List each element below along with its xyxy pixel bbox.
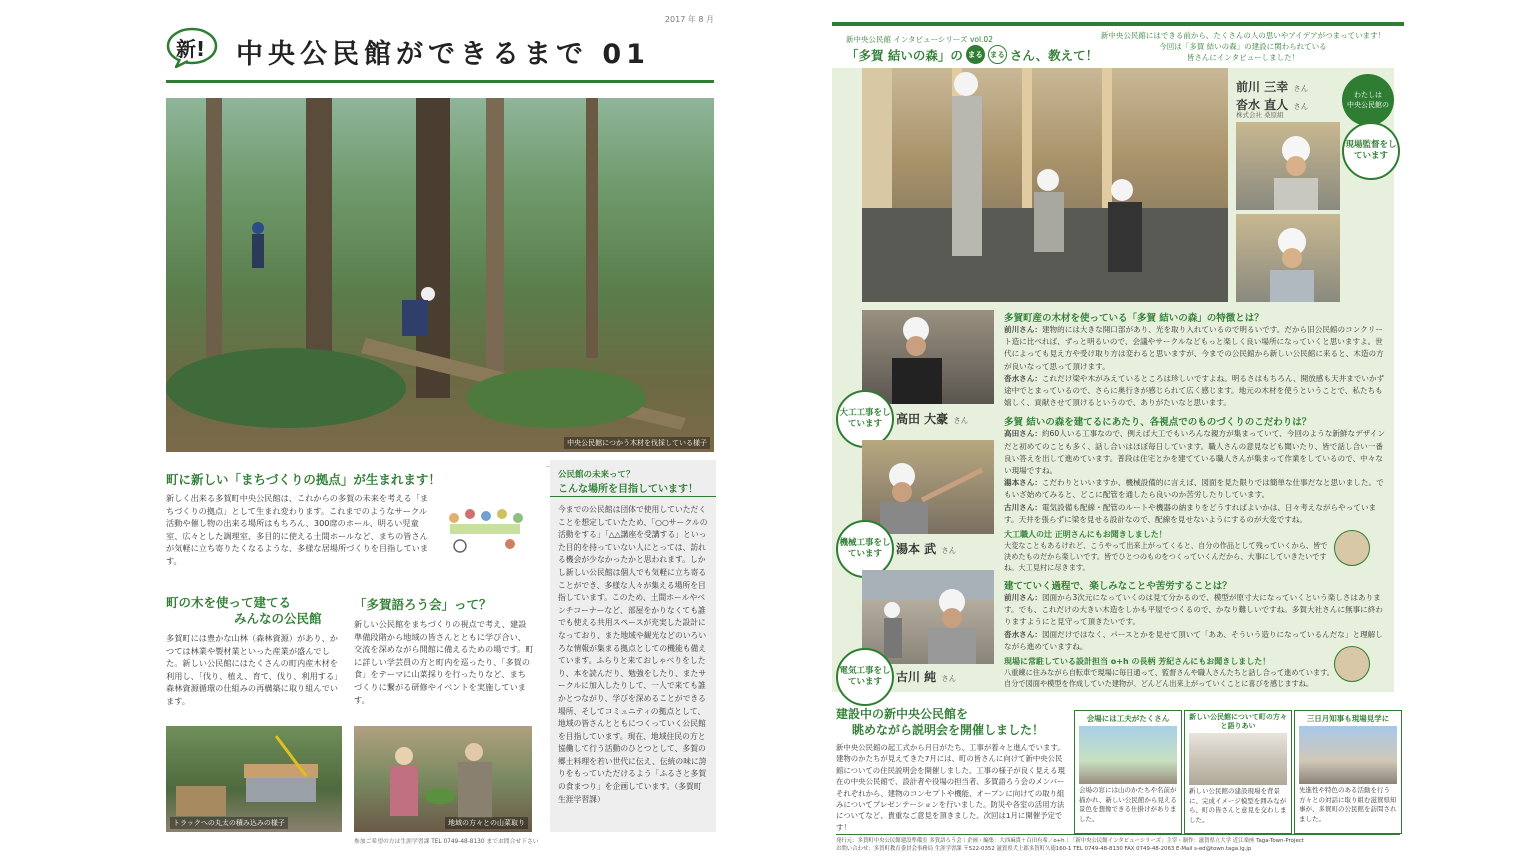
q2-a1: 約60人いる工事なので、例えば大工でもいろんな親方が集まっていて、今回のような新鮮なデザインだと初めてのことも多く、話し合いはほぼ毎日しています。職人さんの意見なども聞いたり、皆で話し合い一番良い答えを出して進めています。普段は住宅とかを建てている職人さんが集まって作業をしているので、中々ない現場ですね。	[1004, 429, 1385, 476]
intro-line1: 新中央公民館にはできる前から、たくさんの人の思いやアイデアがつまっています！	[1100, 31, 1386, 40]
sec2-body: 多賀町には豊かな山林（森林資源）があり、かつては林業や製材業といった産業が盛んでした。新しい公民館にはたくさんの町内産木材を利用し、「伐り、植え、育て、伐り、利用する」森林資源循環の仕組みの再構築に取り組んでいます。	[166, 633, 339, 706]
kutsumizu-photo	[1236, 214, 1340, 302]
q1-a2: これだけ梁や木がみえているところは珍しいですよね。明るさはもちろん、開放感も天井までいかず途中でとまっているので、さらに奥行きが感じられて広く感じます。地元の木材を使うということで、私たちも嬉しく、貢献させて頂けるというので、ありがたいなと思います。	[1004, 373, 1385, 408]
issue-date: 2017 年 8 月	[664, 15, 714, 24]
person5-san: さん	[941, 674, 957, 683]
sec4-title-line2: こんな場所を目指しています！	[558, 484, 698, 495]
main-photo-caption: 中央公民館につかう木材を伐採している様子	[564, 437, 710, 449]
intro-line3: 皆さんにインタビューしました！	[1186, 53, 1300, 62]
footer-line1: 発行元：多賀町中央公民館建設準備室 多賀語ろう会｜企画・編集：大西麻貴＋百田有希／o+h｜「新中央公民館インタビューシリーズ」主宰・制作：滋賀県立大学 近江楽座 Taga-Town-Project	[836, 838, 1304, 844]
q2-a3: 電気設備も配線・配管のルートや機器の納まりをどうすればよいかは、日々考えながらやっています。天井を張らずに梁を見せる設計なので、配線を見せないようにするのが大変ですね。	[1004, 502, 1377, 524]
person1-name-text: 前川 三幸	[1236, 80, 1289, 94]
q2-title: 多賀 結いの森を建てるにあたり、各視点でのものづくりのこだわりは？	[1004, 417, 1312, 429]
truck-photo-caption: トラックへの丸太の積み込みの様子	[170, 817, 288, 829]
person4-name-text: 湯本 武	[896, 542, 937, 556]
q2-a1-who: 高田さん：	[1004, 429, 1042, 439]
person5-name	[896, 666, 956, 685]
footer-line2: お問い合わせ：多賀町教育委員会事務局 生涯学習課 〒522-0352 滋賀県犬上郡多賀町久徳160-1 TEL 0749-48-8130 FAX 0749-48-2063 E-Mail s-ed@town.taga.lg.jp	[836, 846, 1252, 852]
sec3-title: 「多賀語ろう会」って？	[354, 597, 492, 612]
maekawa-photo	[1236, 122, 1340, 210]
construction-photo	[862, 68, 1228, 302]
sec3-footnote: 参加ご希望の方は生涯学習課 TEL 0749-48-8130 までお問合せ下さい	[354, 839, 539, 845]
sansai-photo-caption: 地域の方々との山菜取り	[445, 817, 528, 829]
sec2-title-line1: 町の木を使って建てる	[166, 595, 292, 610]
q4-body: 新中央公民館の起工式から月日がたち、工事が着々と進んでいます。建物のかたちが見えてきた7月には、町の皆さんに向けて新中央公民館についての住民説明会を開催しました。工事の様子が良く見える現在の中央公民館で、設計者や役場の担当者、多賀語ろう会のメンバーそれぞれから、建物のコンセプトや機能、オープンに向けての取り組みについてプレゼンテーションを行いました。防災や各室の活用方法についてなど、貴重なご意見を頂きました。次回は1月に開催予定です！	[836, 743, 1065, 832]
page-title: 中央公民館ができるまで 01	[236, 39, 650, 70]
left-page	[160, 0, 720, 860]
company-name: 株式会社 桑原組	[1236, 111, 1284, 119]
furukawa-photo	[862, 570, 994, 664]
badge-denki: 電気工事をしています	[836, 648, 894, 706]
person3-san: さん	[953, 416, 969, 425]
person2-name-text: 沓水 直人	[1236, 98, 1289, 112]
badge-watashiha-line1: わたしは	[1354, 91, 1382, 99]
q4-title-line1: 建設中の新中央公民館を	[836, 707, 969, 721]
q1-answers	[1004, 324, 1388, 409]
person1-name	[1236, 76, 1308, 95]
sec4-rule	[550, 496, 716, 497]
interview-title	[846, 45, 1098, 64]
truck-log-photo	[166, 726, 342, 832]
box1-body: 会場の窓には山のかたちや名前が描かれ、新しい公民館から見える景色を想像できる仕掛けがありました。	[1079, 786, 1177, 823]
badge-watashiha-line2: 中央公民館の	[1347, 101, 1389, 109]
box3-photo	[1299, 726, 1397, 784]
sec1-title: 町に新しい「まちづくりの拠点」が生まれます！	[166, 472, 441, 487]
q3-answers	[1004, 592, 1388, 653]
new-logo	[166, 26, 222, 68]
people-illustration	[440, 504, 530, 554]
q3b-title: 現場に常駐している設計担当 o+h の長柄 芳紀さんにもお聞きしました！	[1004, 657, 1271, 667]
event-box-3	[1294, 710, 1402, 834]
maru-circle-1: まる	[966, 45, 985, 64]
qa-column	[1004, 310, 1388, 689]
takada-photo	[862, 310, 994, 404]
nagae-avatar	[1334, 646, 1370, 682]
box2-title: 新しい公民館について町の方々と語りあい	[1189, 713, 1287, 730]
series-label: 新中央公民館 インタビューシリーズ vol.02	[846, 35, 993, 44]
q2-a2: こだわりといいますか、機械設備的に言えば、図面を見た限りでは簡単な仕事だなと思いました。でもいざ始めてみると、どこに配管を通したら良いのか苦労したりしています。	[1004, 478, 1384, 500]
q2-a3-who: 古川さん：	[1004, 502, 1042, 512]
box3-title: 三日月知事も現場見学に	[1306, 714, 1390, 723]
sec2-title-line2: みんなの公民館	[234, 611, 322, 626]
q2b-title: 大工職人の辻 正明さんにもお聞きしました！	[1004, 530, 1167, 540]
q1-a1-who: 前川さん：	[1004, 325, 1042, 334]
footer-rule	[836, 834, 1400, 835]
intro-text	[1086, 30, 1400, 63]
q3-a1: 図面から3次元になっていくのは見て分かるので、模型が原寸大になっていくという楽しさはあります。でも、これだけの大きい木造をしかも平屋でつくるので、かなり難しいですね。多賀大社さんに無事に終わりますようにと見守って頂きたいです。	[1004, 593, 1383, 627]
sec1-body: 新しく出来る多賀町中央公民館は、これからの多賀の未来を考える「まちづくりの拠点」として生まれ変わります。これまでのようなサークル活動や催し物の出来る場所はもちろん、300席のホール、明るい児童室、広々とした調理室、多目的に使える土間ホールなど、まちの皆さんが気軽に立ち寄りたくなるような、多様な居場所づくりを目指しています。	[166, 493, 429, 566]
q3b-body: 八重練に住みながら自転車で現場に毎日通って、監督さんや職人さんたちと話し合って進めています。自分で図面や模型を作成していた建物が、どんどん出来上がっていくことに喜びを感じますね。	[1004, 668, 1334, 689]
q1-a2-who: 沓水さん：	[1004, 373, 1042, 383]
q4-title-line2: 眺めながら説明会を開催しました！	[852, 723, 1045, 737]
sec4-title-line1: 公民館の未来って？	[558, 470, 635, 480]
sansai-photo	[354, 726, 532, 832]
logo-text: 新!	[176, 37, 206, 61]
q3-a2-who: 沓水さん：	[1004, 629, 1042, 639]
q3-a2: 図面だけではなく、パースとかを見せて頂いて「ああ、そういう造りになっているんだな」と理解しながら進めていますね。	[1004, 629, 1383, 651]
q2-answers	[1004, 428, 1388, 526]
person3-name-text: 高田 大豪	[896, 412, 949, 426]
person5-name-text: 古川 純	[896, 670, 937, 684]
box3-body: 先進性や特色のある活動を行う方々との対話に取り組む滋賀県知事が、多賀町の公民館を訪問されました。	[1299, 786, 1397, 823]
event-box-1	[1074, 710, 1182, 834]
top-rule	[832, 22, 1404, 26]
right-page	[832, 0, 1404, 860]
future-box	[550, 460, 716, 832]
q2-a2-who: 湯本さん：	[1004, 478, 1042, 488]
q4-title	[836, 706, 1044, 738]
sec4-body: 今までの公民館は団体で使用していただくことを想定していたため、「○○サークルの活動をする」「△△講座を受講する」といった目的を持っていない人にとっては、訪れる機会が少なかったかと思われます。しかし新しい公民館は個人でも気軽に立ち寄ることができ、多様な人々が集える場所を目指しています。このため、土間ホールやベンチコーナーなど、部屋をかりなくても誰でも使える共用スペースが充実した設計になっており、また地域や観光などのいろいろな情報が集まる拠点としての機能も備えています。ふらりと来ておしゃべりをしたり、本を読んだり、勉強をしたり、またサークルに加入したりして、一人で来ても誰かとつながり、学びを深めることができる場所、そしてコミュニティの拠点として、地域の皆さんとともにつくっていく公民館を目指しています。現在、地域住民の方と協働して行う活動のひとつとして、多賀の郷土料理を若い世代に伝え、伝統の味に誇りをもっていただけるよう「ふるさと多賀の食まつり」を企画しています。（多賀町 生涯学習課）	[558, 505, 708, 804]
footer	[836, 837, 1400, 853]
box1-title: 会場には工夫がたくさん	[1086, 714, 1170, 723]
q3-a1-who: 前川さん：	[1004, 593, 1042, 603]
main-forest-photo	[166, 98, 714, 452]
box2-photo	[1189, 733, 1287, 785]
maru-circle-2: まる	[988, 45, 1007, 64]
box1-photo	[1079, 726, 1177, 784]
badge-daiku: 大工工事をしています	[836, 390, 894, 448]
person2-san: さん	[1293, 102, 1309, 111]
badge-kantoku: 現場監督をしています	[1342, 122, 1400, 180]
person3-name	[896, 408, 968, 427]
sec2-title	[166, 595, 322, 627]
q2b-body: 大変なこともあるけれど、こうやって出来上がってくると、自分の作品として残っていくから、皆で決めたものだから楽しいです。皆でひとつのものをつくっていくんだから、大事にしていきたいですね。大工見村に尽きます。	[1004, 541, 1328, 573]
sec3-body: 新しい公民館をまちづくりの視点で考え、建設準備段階から地域の皆さんとともに学び合い、交流を深めながら開館に備えるための場です。町に詳しい学芸員の方と町内を巡ったり、「多賀の食」をテーマに山菜採りを行ったりなど、まちづくりに繋がる研修やイベントを実施しています。	[354, 619, 534, 705]
person4-name	[896, 538, 956, 557]
tsuji-avatar	[1334, 530, 1370, 566]
yumoto-photo	[862, 440, 994, 534]
title-pre: 「多賀 結いの森」の	[846, 47, 963, 63]
box2-body: 新しい公民館の建設現場を背景に、完成イメージ模型を囲みながら、町の皆さんと意見を交わしました。	[1189, 787, 1287, 824]
badge-kikai: 機械工事をしています	[836, 520, 894, 578]
person1-san: さん	[1293, 84, 1309, 93]
q3-title: 建てていく過程で、楽しみなことや苦労することは？	[1004, 581, 1232, 593]
title-rule	[166, 80, 714, 83]
q1-a1: 建物的には大きな開口部があり、光を取り入れているので明るいです。だから旧公民館のコンクリート造に比べれば、ずっと明るいので、会議やサークルなどもっと楽しく良い場所になっていくと思いますよ。世代によっても見え方や受け取り方は変わると思いますが、今までの公民館から新しい公民館に来ると、木造の方が良いなって思って頂けます。	[1004, 325, 1384, 371]
q1-title: 多賀町産の木材を使っている「多賀 結いの森」の特徴とは？	[1004, 313, 1264, 324]
intro-line2: 今回は「多賀 結いの森」の建設に関わられている	[1159, 42, 1327, 51]
title-post: さん、教えて！	[1009, 47, 1099, 63]
badge-watashiha	[1342, 74, 1394, 126]
event-box-2	[1184, 710, 1292, 834]
person4-san: さん	[941, 546, 957, 555]
